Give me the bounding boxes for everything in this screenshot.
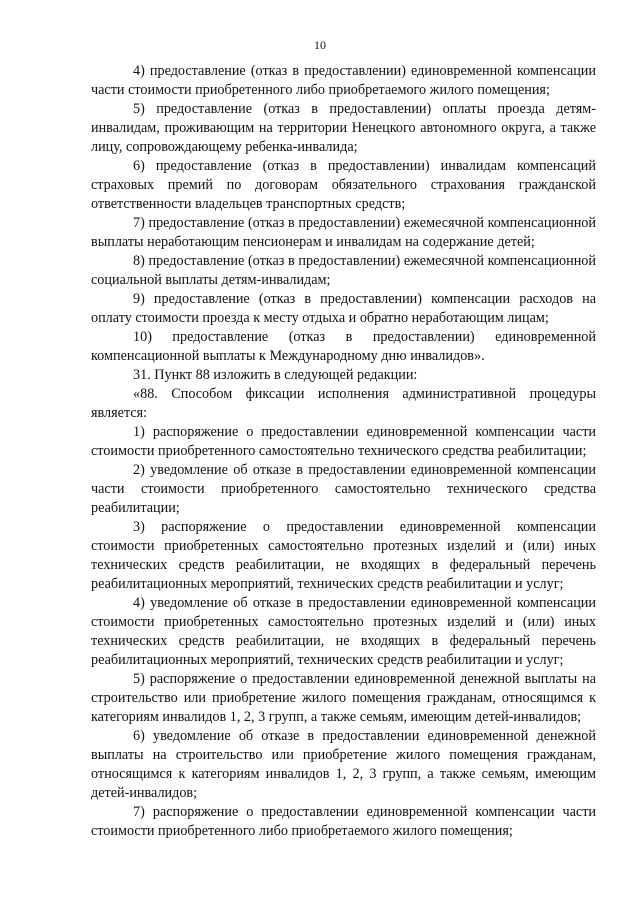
paragraph: 9) предоставление (отказ в предоставлении) компенсации расходов на оплату стоимости проезда к месту отдыха и обратно неработающим лицам; (91, 291, 596, 326)
section-heading: 31. Пункт 88 изложить в следующей редакции: (133, 367, 418, 383)
list-item: 4) уведомление об отказе в предоставлении единовременной компенсации стоимости приобретенных самостоятельно протезных изделий и (или) иных технических средств реабилитации, не входящих в федеральный перечень реабилитационных мероприятий, технических средств реабилитации и услуг; (91, 595, 596, 668)
list-item: 1) распоряжение о предоставлении единовременной компенсации части стоимости приобретенного самостоятельно технического средства реабилитации; (91, 424, 596, 459)
list-item: 7) распоряжение о предоставлении единовременной компенсации части стоимости приобретенного либо приобретаемого жилого помещения; (91, 804, 596, 839)
document-body (91, 62, 596, 841)
page-number: 10 (314, 38, 326, 52)
list-item: 2) уведомление об отказе в предоставлении единовременной компенсации части стоимости приобретенного самостоятельно технического средства реабилитации; (91, 462, 596, 516)
list-item: 6) уведомление об отказе в предоставлении единовременной денежной выплаты на строительство или приобретение жилого помещения гражданам, относящимся к категориям инвалидов 1, 2, 3 групп, а также семьям, имеющим детей-инвалидов; (91, 728, 596, 801)
paragraph: 8) предоставление (отказ в предоставлении) ежемесячной компенсационной социальной выплаты детям-инвалидам; (91, 253, 596, 288)
list-item: 5) распоряжение о предоставлении единовременной денежной выплаты на строительство или приобретение жилого помещения гражданам, относящимся к категориям инвалидов 1, 2, 3 групп, а также семьям, имеющим детей-инвалидов; (91, 671, 596, 725)
paragraph: 10) предоставление (отказ в предоставлении) единовременной компенсационной выплаты к Международному дню инвалидов». (91, 329, 596, 364)
paragraph: 7) предоставление (отказ в предоставлении) ежемесячной компенсационной выплаты неработающим пенсионерам и инвалидам на содержание детей; (91, 215, 596, 250)
list-item: 3) распоряжение о предоставлении единовременной компенсации стоимости приобретенных самостоятельно протезных изделий и (или) иных технических средств реабилитации, не входящих в федеральный перечень реабилитационных мероприятий, технических средств реабилитации и услуг; (91, 519, 596, 592)
paragraph: 4) предоставление (отказ в предоставлении) единовременной компенсации части стоимости приобретенного либо приобретаемого жилого помещения; (91, 63, 596, 98)
paragraph: 6) предоставление (отказ в предоставлении) инвалидам компенсаций страховых премий по договорам обязательного страхования гражданской ответственности владельцев транспортных средств; (91, 158, 596, 212)
paragraph: 5) предоставление (отказ в предоставлении) оплаты проезда детям-инвалидам, проживающим на территории Ненецкого автономного округа, а также лицу, сопровождающему ребенка-инвалида; (91, 101, 596, 155)
paragraph: «88. Способом фиксации исполнения административной процедуры является: (91, 386, 596, 421)
